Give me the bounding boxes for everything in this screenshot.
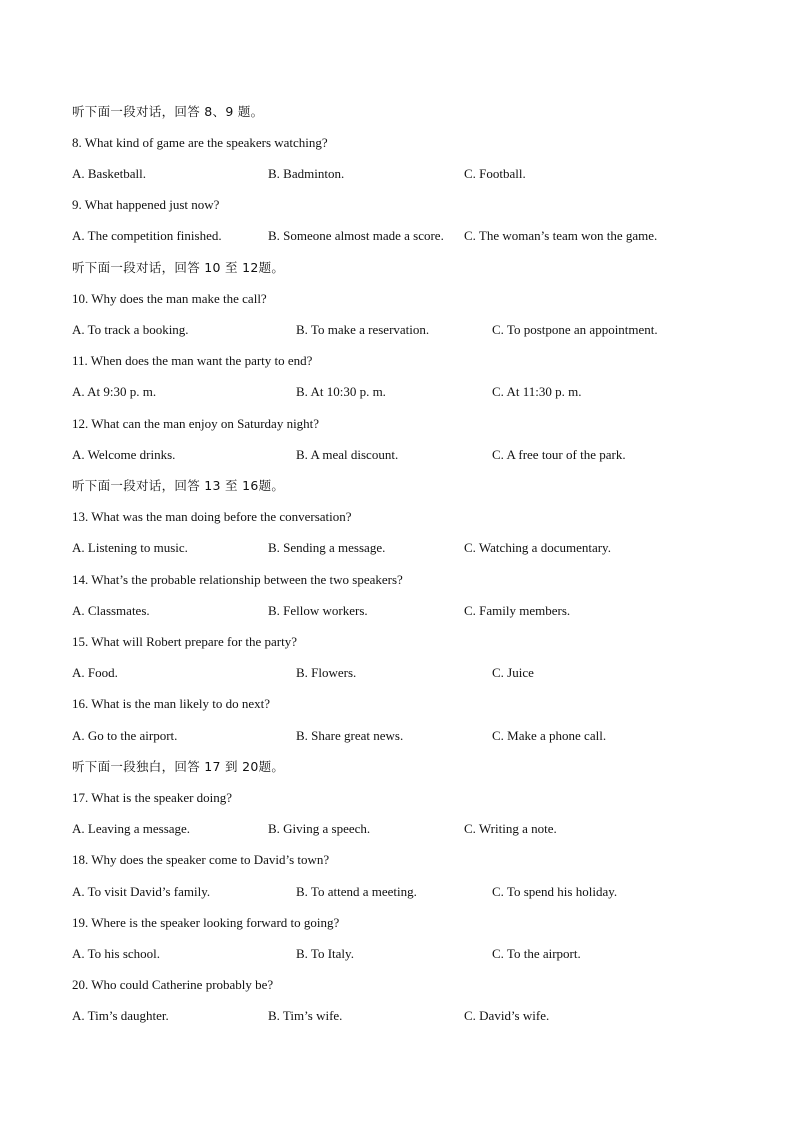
option-c: C. Writing a note. [464,821,557,836]
question-13: 13. What was the man doing before the conversation? [72,509,352,524]
section-heading: 听下面一段对话，回答 13 至 16题。 [72,478,285,493]
option-c: C. To the airport. [492,946,581,961]
option-c: C. Juice [492,665,534,680]
option-a: A. Listening to music. [72,540,188,555]
option-b: B. Flowers. [296,665,357,680]
option-a: A. To visit David’s family. [72,884,211,899]
question-12: 12. What can the man enjoy on Saturday night? [72,416,320,431]
option-a: A. To track a booking. [72,322,189,337]
option-a: A. The competition finished. [72,228,222,243]
question-20: 20. Who could Catherine probably be? [72,977,274,992]
question-10: 10. Why does the man make the call? [72,291,267,306]
option-b: B. Badminton. [268,166,345,181]
question-15: 15. What will Robert prepare for the party? [72,634,298,649]
option-c: C. At 11:30 p. m. [492,384,582,399]
section-heading: 听下面一段对话，回答 8、9 题。 [72,104,264,119]
option-a: A. Leaving a message. [72,821,191,836]
option-a: A. Food. [72,665,118,680]
option-c: C. David’s wife. [464,1008,550,1023]
option-c: C. The woman’s team won the game. [464,228,658,243]
option-b: B. To attend a meeting. [296,884,417,899]
option-b: B. Share great news. [296,728,404,743]
option-a: A. Classmates. [72,603,150,618]
option-b: B. At 10:30 p. m. [296,384,386,399]
option-b: B. Sending a message. [268,540,386,555]
option-a: A. Tim’s daughter. [72,1008,169,1023]
question-8: 8. What kind of game are the speakers watching? [72,135,328,150]
option-b: B. To make a reservation. [296,322,430,337]
question-19: 19. Where is the speaker looking forward to going? [72,915,340,930]
option-a: A. At 9:30 p. m. [72,384,157,399]
option-b: B. A meal discount. [296,447,399,462]
section-heading: 听下面一段对话，回答 10 至 12题。 [72,260,285,275]
option-a: A. Basketball. [72,166,147,181]
question-17: 17. What is the speaker doing? [72,790,233,805]
option-a: A. Welcome drinks. [72,447,176,462]
option-c: C. Family members. [464,603,571,618]
option-a: A. Go to the airport. [72,728,178,743]
question-11: 11. When does the man want the party to end? [72,353,313,368]
option-b: B. To Italy. [296,946,354,961]
option-c: C. To spend his holiday. [492,884,618,899]
question-14: 14. What’s the probable relationship between the two speakers? [72,572,403,587]
option-c: C. Watching a documentary. [464,540,611,555]
option-c: C. To postpone an appointment. [492,322,658,337]
question-16: 16. What is the man likely to do next? [72,696,270,711]
option-b: B. Giving a speech. [268,821,371,836]
option-b: B. Tim’s wife. [268,1008,343,1023]
question-18: 18. Why does the speaker come to David’s town? [72,852,330,867]
option-c: C. Football. [464,166,526,181]
option-b: B. Fellow workers. [268,603,368,618]
option-a: A. To his school. [72,946,161,961]
option-c: C. Make a phone call. [492,728,607,743]
question-9: 9. What happened just now? [72,197,220,212]
option-b: B. Someone almost made a score. [268,228,444,243]
option-c: C. A free tour of the park. [492,447,626,462]
section-heading: 听下面一段独白，回答 17 到 20题。 [72,759,285,774]
